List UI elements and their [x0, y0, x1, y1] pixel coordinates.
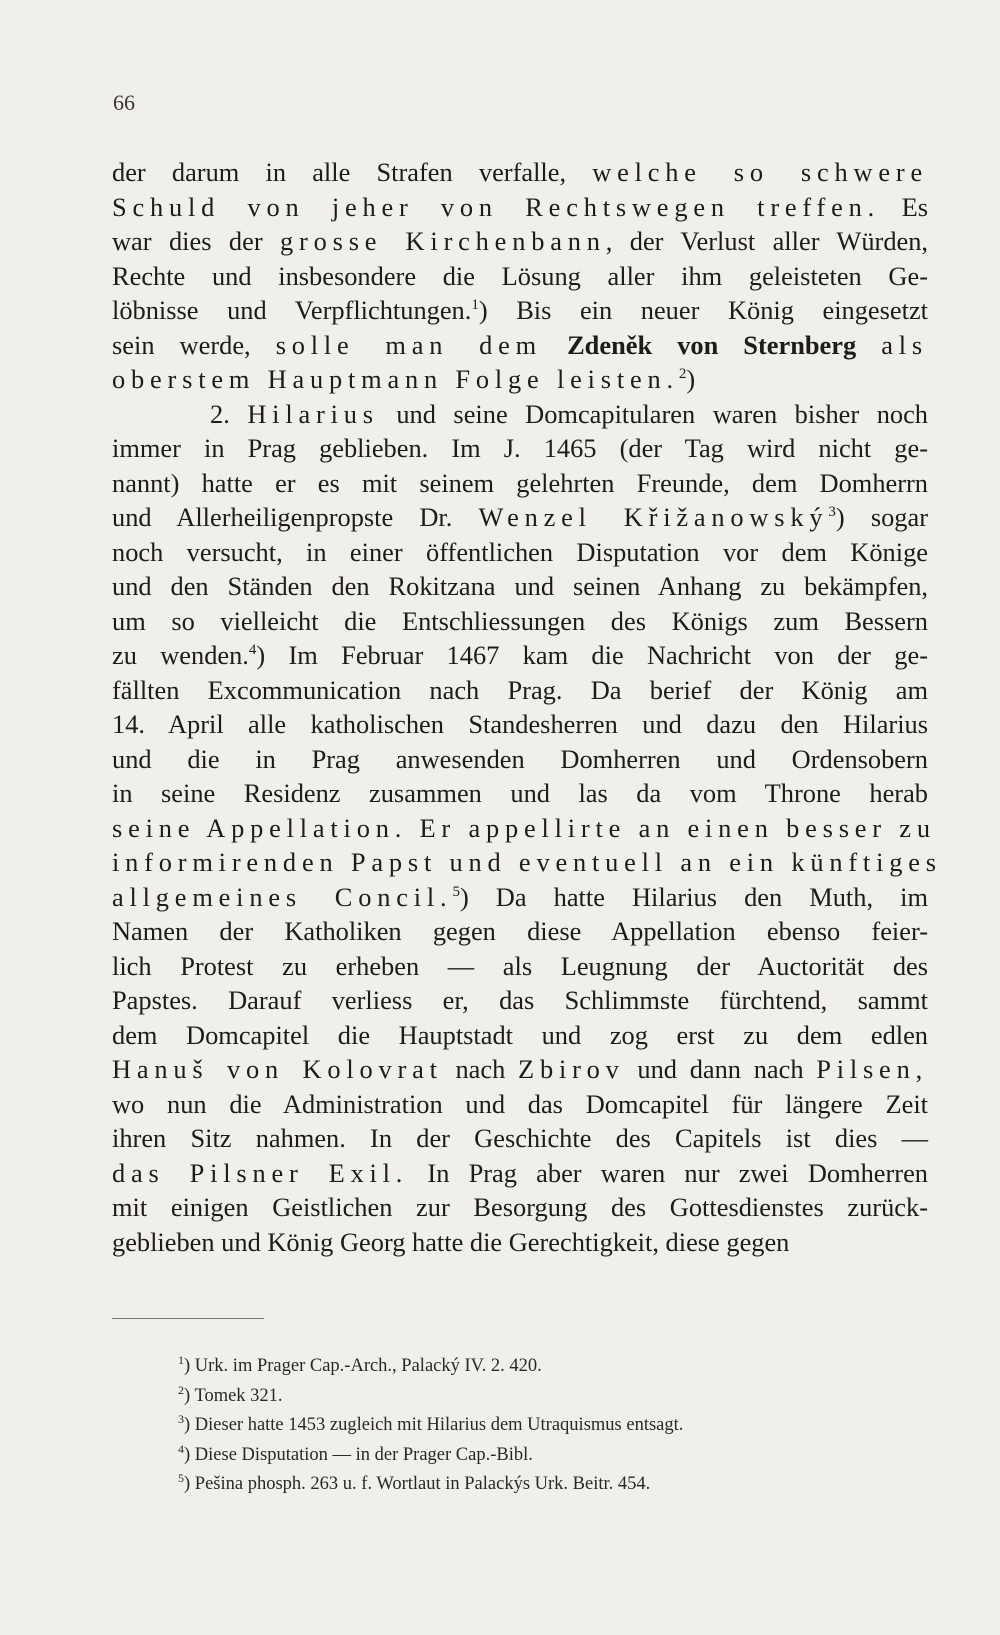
text-run: Namen der Katholiken gegen diese Appellation ebenso feier-	[112, 916, 928, 946]
page-number: 66	[113, 90, 135, 115]
spaced-emphasis: solle man dem	[275, 329, 543, 360]
text-run: Rechte und insbesondere die Lösung aller ihm geleisteten Ge-	[112, 260, 928, 291]
text-run: um so vielleicht die Entschliessungen des Königs zum Bessern	[112, 605, 928, 636]
text-line	[112, 1121, 928, 1156]
footnotes	[178, 1352, 918, 1500]
spaced-emphasis: als	[881, 329, 928, 360]
text-line	[112, 742, 928, 777]
text-run: geblieben und König Georg hatte die Gerechtigkeit, diese gegen	[112, 1226, 790, 1257]
text-line	[112, 328, 928, 363]
footnote	[178, 1470, 918, 1500]
footnote-mark: 4	[178, 1441, 184, 1456]
text-run: mit einigen Geistlichen zur Besorgung des Gottesdienstes zurück-	[112, 1192, 928, 1222]
text-line	[112, 362, 928, 397]
text-line	[112, 569, 928, 604]
footnote-separator	[112, 1318, 264, 1319]
text-run	[542, 330, 567, 360]
spaced-emphasis: grosse Kirchenbann	[280, 226, 606, 256]
footnote-mark: 2	[178, 1382, 184, 1397]
spaced-emphasis: welche so schwere	[592, 157, 928, 187]
text-line	[112, 673, 928, 708]
body-text	[112, 155, 942, 1259]
footnote-ref: 1	[471, 297, 479, 313]
text-line	[112, 155, 928, 190]
text-run: und dann nach	[624, 1054, 817, 1084]
text-run: Es	[880, 191, 929, 222]
text-run: ihren Sitz nahmen. In der Geschichte des Capitels ist dies —	[112, 1123, 928, 1153]
text-run: Papstes. Darauf verliess er, das Schlimmste fürchtend, sammt	[112, 985, 928, 1015]
text-run: nach	[442, 1054, 519, 1084]
text-run: und die in Prag anwesenden Domherren und Ordensobern	[112, 743, 928, 774]
footnote-mark: 1	[178, 1353, 184, 1367]
text-line	[112, 638, 928, 673]
footnote-text: ) Urk. im Prager Cap.-Arch., Palacký IV. 2. 420.	[184, 1356, 542, 1376]
bold-name: Zdeněk von Sternberg	[567, 329, 857, 360]
text-run: 14. April alle katholischen Standesherren und dazu den Hilarius	[112, 709, 928, 739]
text-line	[112, 914, 928, 949]
text-run: immer in Prag geblieben. Im J. 1465 (der Tag wird nicht ge-	[112, 433, 928, 463]
footnote	[178, 1441, 918, 1471]
text-run: , der Verlust aller Würden,	[605, 226, 929, 256]
spaced-emphasis: seine Appellation. Er appellirte an einen besser zu	[112, 812, 936, 843]
text-line	[112, 776, 928, 811]
footnote-mark: 5	[178, 1471, 184, 1486]
text-run: in seine Residenz zusammen und las da vom Throne herab	[112, 778, 928, 808]
text-run: dem Domcapitel die Hauptstadt und zog erst zu dem edlen	[112, 1019, 928, 1050]
text-line	[112, 1052, 928, 1087]
text-run: sein werde,	[112, 329, 276, 360]
text-line	[112, 466, 928, 501]
text-line	[112, 293, 928, 328]
text-line	[112, 1087, 928, 1122]
text-line	[112, 500, 928, 535]
text-line	[112, 224, 928, 259]
text-run: 2.	[210, 398, 248, 429]
text-run: der darum in alle Strafen verfalle,	[112, 157, 593, 187]
text-line	[112, 880, 928, 915]
text-line	[112, 604, 928, 639]
text-run: noch versucht, in einer öffentlichen Disputation vor dem Könige	[112, 536, 928, 567]
text-run: war dies der	[112, 226, 281, 256]
text-run: zu wenden.	[112, 640, 249, 670]
text-run: nannt) hatte er es mit seinem gelehrten Freunde, dem Domherrn	[112, 467, 928, 498]
footnote-text: ) Tomek 321.	[184, 1385, 283, 1406]
text-line	[112, 845, 942, 880]
spaced-emphasis: Hanuš von Kolovrat	[112, 1054, 443, 1084]
text-run: und Allerheiligenpropste Dr.	[112, 502, 479, 532]
text-line	[112, 949, 928, 984]
footnote	[178, 1382, 918, 1412]
text-line	[112, 1156, 928, 1191]
text-line	[112, 983, 928, 1018]
spaced-emphasis: Schuld von jeher von Rechtswegen treffen.	[112, 191, 881, 222]
text-run: ) Da hatte Hilarius den Muth, im	[459, 881, 928, 912]
text-line	[112, 431, 928, 466]
footnote-ref: 4	[248, 642, 257, 658]
text-line	[112, 535, 928, 570]
text-line	[112, 397, 928, 432]
footnote-ref: 5	[452, 883, 460, 900]
text-run: )	[686, 364, 696, 394]
spaced-emphasis: Wenzel Křižanowský	[478, 502, 829, 532]
text-line	[112, 1018, 928, 1053]
spaced-emphasis: oberstem Hauptmann Folge leisten.	[112, 364, 679, 394]
footnote-text: ) Diese Disputation — in der Prager Cap.-Bibl.	[184, 1444, 533, 1465]
spaced-emphasis: informirenden Papst und eventuell an ein künftiges	[112, 847, 942, 877]
text-run: ) Bis ein neuer König eingesetzt	[478, 295, 928, 325]
text-run: und den Ständen den Rokitzana und seinen Anhang zu bekämpfen,	[112, 571, 928, 601]
footnote-ref: 2	[678, 366, 687, 382]
text-run	[856, 330, 881, 360]
text-line	[112, 811, 936, 846]
text-run: löbnisse und Verpflichtungen.	[112, 295, 472, 325]
footnote-text: ) Dieser hatte 1453 zugleich mit Hilarius dem Utraquismus entsagt.	[184, 1415, 684, 1436]
text-line	[112, 707, 928, 742]
text-run: wo nun die Administration und das Domcapitel für längere Zeit	[112, 1088, 928, 1119]
spaced-emphasis: Hilarius	[247, 398, 379, 429]
text-run: ) Im Februar 1467 kam die Nachricht von der ge-	[256, 640, 928, 670]
spaced-emphasis: Zbirov	[518, 1054, 625, 1084]
text-run: ) sogar	[835, 502, 928, 532]
footnote	[178, 1411, 918, 1441]
spaced-emphasis: allgemeines Concil.	[112, 881, 453, 912]
footnote-text: ) Pešina phosph. 263 u. f. Wortlaut in Palackýs Urk. Beitr. 454.	[184, 1474, 651, 1495]
spaced-emphasis: Pilsen,	[816, 1054, 928, 1084]
text-run: lich Protest zu erheben — als Leugnung der Auctorität des	[112, 950, 928, 981]
text-line	[112, 190, 928, 225]
footnote	[178, 1352, 918, 1382]
footnote-ref: 3	[828, 504, 836, 520]
text-run: fällten Excommunication nach Prag. Da berief der König am	[112, 674, 928, 705]
text-run: und seine Domcapitularen waren bisher noch	[378, 398, 928, 429]
text-line	[112, 259, 928, 294]
text-line	[112, 1190, 928, 1225]
text-line	[112, 1225, 928, 1260]
text-run: In Prag aber waren nur zwei Domherren	[408, 1157, 929, 1188]
spaced-emphasis: das Pilsner Exil.	[112, 1157, 409, 1188]
footnote-mark: 3	[178, 1412, 184, 1427]
